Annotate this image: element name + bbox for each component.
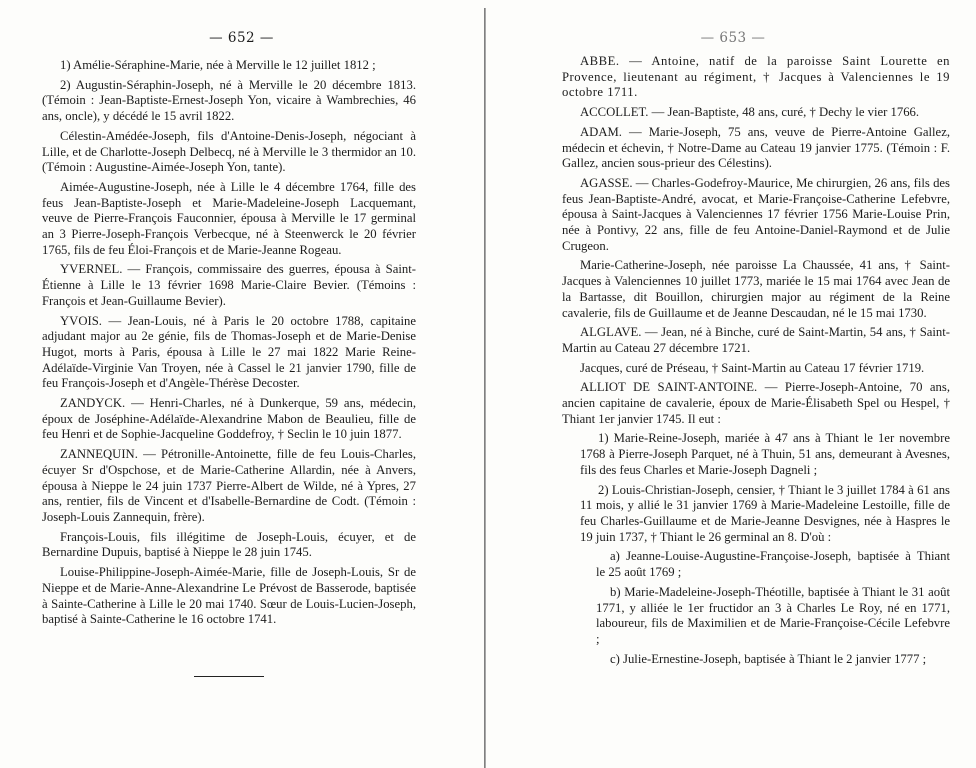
right-page-number: — 653 — — [700, 30, 766, 46]
paragraph: ZANNEQUIN. — Pétronille-Antoinette, fille de feu Louis-Charles, écuyer Sr d'Ospchose, et de Marie-Catherine Allardin, née à Anvers, épousa à Nieppe le 24 juin 1737 Pierre-Albert de Wilde, né à Ypres, 27 ans, rentier, fils de Vincent et d'Isabelle-Bernardine de Codt. (Témoin : Joseph-Louis Zannequin, frère). — [42, 447, 416, 524]
paragraph: 2) Louis-Christian-Joseph, censier, † Thiant le 3 juillet 1784 à 61 ans 11 mois, y allié le 31 janvier 1769 à Marie-Madeleine Lestoille, fille de feu Charles-Guillaume et de Marie-Jeanne Desvignes, née à Haspres le 19 juin 1737, † Thiant le 26 germinal an 8. D'où : — [580, 482, 950, 544]
paragraph: AGASSE. — Charles-Godefroy-Maurice, Me chirurgien, 26 ans, fils des feus Jean-Baptiste-André, avocat, et Marie-Françoise-Catherine Lefebvre, épousa à Saint-Jacques à Valenciennes 17 février 1756 Marie-Louise Prin, née à Pontivy, 22 ans, fille de feu Antoine-Daniel-Raymond et de Julie Crugeon. — [562, 175, 950, 253]
paragraph: ADAM. — Marie-Joseph, 75 ans, veuve de Pierre-Antoine Gallez, médecin et échevin, † Notre-Dame au Cateau 19 janvier 1775. (Témoin : F. Gallez, ancien sous-prieur des Célestins). — [562, 124, 950, 171]
paragraph: Aimée-Augustine-Joseph, née à Lille le 4 décembre 1764, fille des feus Jean-Baptiste-Joseph et Marie-Madeleine-Joseph Lacquemant, veuve de Pierre-François Fauconnier, épousa à Merville le 17 germinal an 3 Pierre-Joseph-François Verbecque, né à Steenwerck le 20 février 1765, fils de feu Éloi-François et de Marie-Jeanne Rogeau. — [42, 179, 416, 257]
paragraph: François-Louis, fils illégitime de Joseph-Louis, écuyer, et de Bernardine Dupuis, baptisé à Nieppe le 28 juin 1745. — [42, 529, 416, 560]
paragraph: ACCOLLET. — Jean-Baptiste, 48 ans, curé, † Dechy le vier 1766. — [580, 105, 920, 120]
paragraph: 2) Augustin-Séraphin-Joseph, né à Merville le 20 décembre 1813. (Témoin : Jean-Baptiste-Ernest-Joseph Yon, vicaire à Wambrechies, 46 ans, oncle), y décédé le 15 avril 1822. — [42, 77, 416, 124]
right-page-text — [562, 54, 950, 671]
paragraph: a) Jeanne-Louise-Augustine-Françoise-Joseph, baptisée à Thiant le 25 août 1769 ; — [596, 549, 950, 580]
paragraph: YVERNEL. — François, commissaire des guerres, épousa à Saint-Étienne à Lille le 13 février 1698 Marie-Claire Bevier. (Témoins : François et Jean-Guillaume Bevier). — [42, 262, 416, 308]
paragraph: Louise-Philippine-Joseph-Aimée-Marie, fille de Joseph-Louis, Sr de Nieppe et de Marie-Anne-Alexandrine Le Prévost de Basserode, baptisée à Sainte-Catherine à Lille le 20 mai 1740. Sœur de Louis-Lucien-Joseph, baptisé à Sainte-Catherine le 16 octobre 1741. — [42, 565, 416, 627]
paragraph: c) Julie-Ernestine-Joseph, baptisée à Thiant le 2 janvier 1777 ; — [610, 651, 927, 666]
right-page — [490, 0, 976, 768]
paragraph: 1) Marie-Reine-Joseph, mariée à 47 ans à Thiant le 1er novembre 1768 à Pierre-Joseph Parquet, né à Thuin, 51 ans, demeurant à Avesnes, fils des feus Charles et Marie-Joseph Dagneli ; — [580, 431, 950, 477]
paragraph: b) Marie-Madeleine-Joseph-Théotille, baptisée à Thiant le 31 août 1771, y alliée le 1er fructidor an 3 à Charles Le Roy, né en 1771, laboureur, fils de Maximilien et de Marie-Françoise-Cécile Lefebvre ; — [596, 584, 950, 646]
book-gutter — [484, 8, 486, 768]
left-page-number: — 652 — — [209, 30, 274, 46]
left-page-text — [42, 58, 416, 632]
paragraph: 1) Amélie-Séraphine-Marie, née à Merville le 12 juillet 1812 ; — [60, 58, 376, 72]
section-divider — [194, 676, 264, 677]
paragraph: ALLIOT DE SAINT-ANTOINE. — Pierre-Joseph-Antoine, 70 ans, ancien capitaine de cavalerie, époux de Marie-Élisabeth Spel ou Hespel, † Thiant 1er janvier 1745. Il eut : — [562, 380, 950, 426]
paragraph: Jacques, curé de Préseau, † Saint-Martin au Cateau 17 février 1719. — [580, 360, 925, 375]
paragraph: ABBE. — Antoine, natif de la paroisse Saint Lourette en Provence, lieutenant au régiment, † Jacques à Valenciennes le 19 octobre 1711. — [562, 54, 950, 100]
paragraph: ZANDYCK. — Henri-Charles, né à Dunkerque, 59 ans, médecin, époux de Joséphine-Adélaïde-Alexandrine Mabon de Beaulieu, fille de feu Henri et de Sophie-Jacqueline Goddefroy, † Seclin le 10 juin 1877. — [42, 396, 416, 442]
paragraph: Célestin-Amédée-Joseph, fils d'Antoine-Denis-Joseph, négociant à Lille, et de Charlotte-Joseph Delbecq, né à Merville le 3 thermidor an 10. (Témoin : Augustine-Aimée-Joseph Yon, tante). — [42, 128, 416, 175]
left-page — [0, 0, 483, 768]
paragraph: Marie-Catherine-Joseph, née paroisse La Chaussée, 41 ans, † Saint-Jacques à Valenciennes 10 juillet 1773, mariée le 15 mai 1764 avec Jean de la Bartasse, dit Bouillon, chirurgien major au régiment de la Reine cavalerie, fils de Guillaume et de Jeanne Descaudan, né le 15 mai 1730. — [562, 258, 950, 320]
paragraph: ALGLAVE. — Jean, né à Binche, curé de Saint-Martin, 54 ans, † Saint-Martin au Cateau 27 décembre 1721. — [562, 325, 950, 355]
paragraph: YVOIS. — Jean-Louis, né à Paris le 20 octobre 1788, capitaine adjudant major au 2e génie, fils de Thomas-Joseph et de Marie-Denise Hugot, morts à Paris, épousa à Lille le 27 mai 1822 Marie Reine-Adélaïde-Virginie Van Troyen, née à Cassel le 21 janvier 1790, fille de feu François-Joseph et d'Angèle-Thérèse Decoster. — [42, 313, 416, 391]
